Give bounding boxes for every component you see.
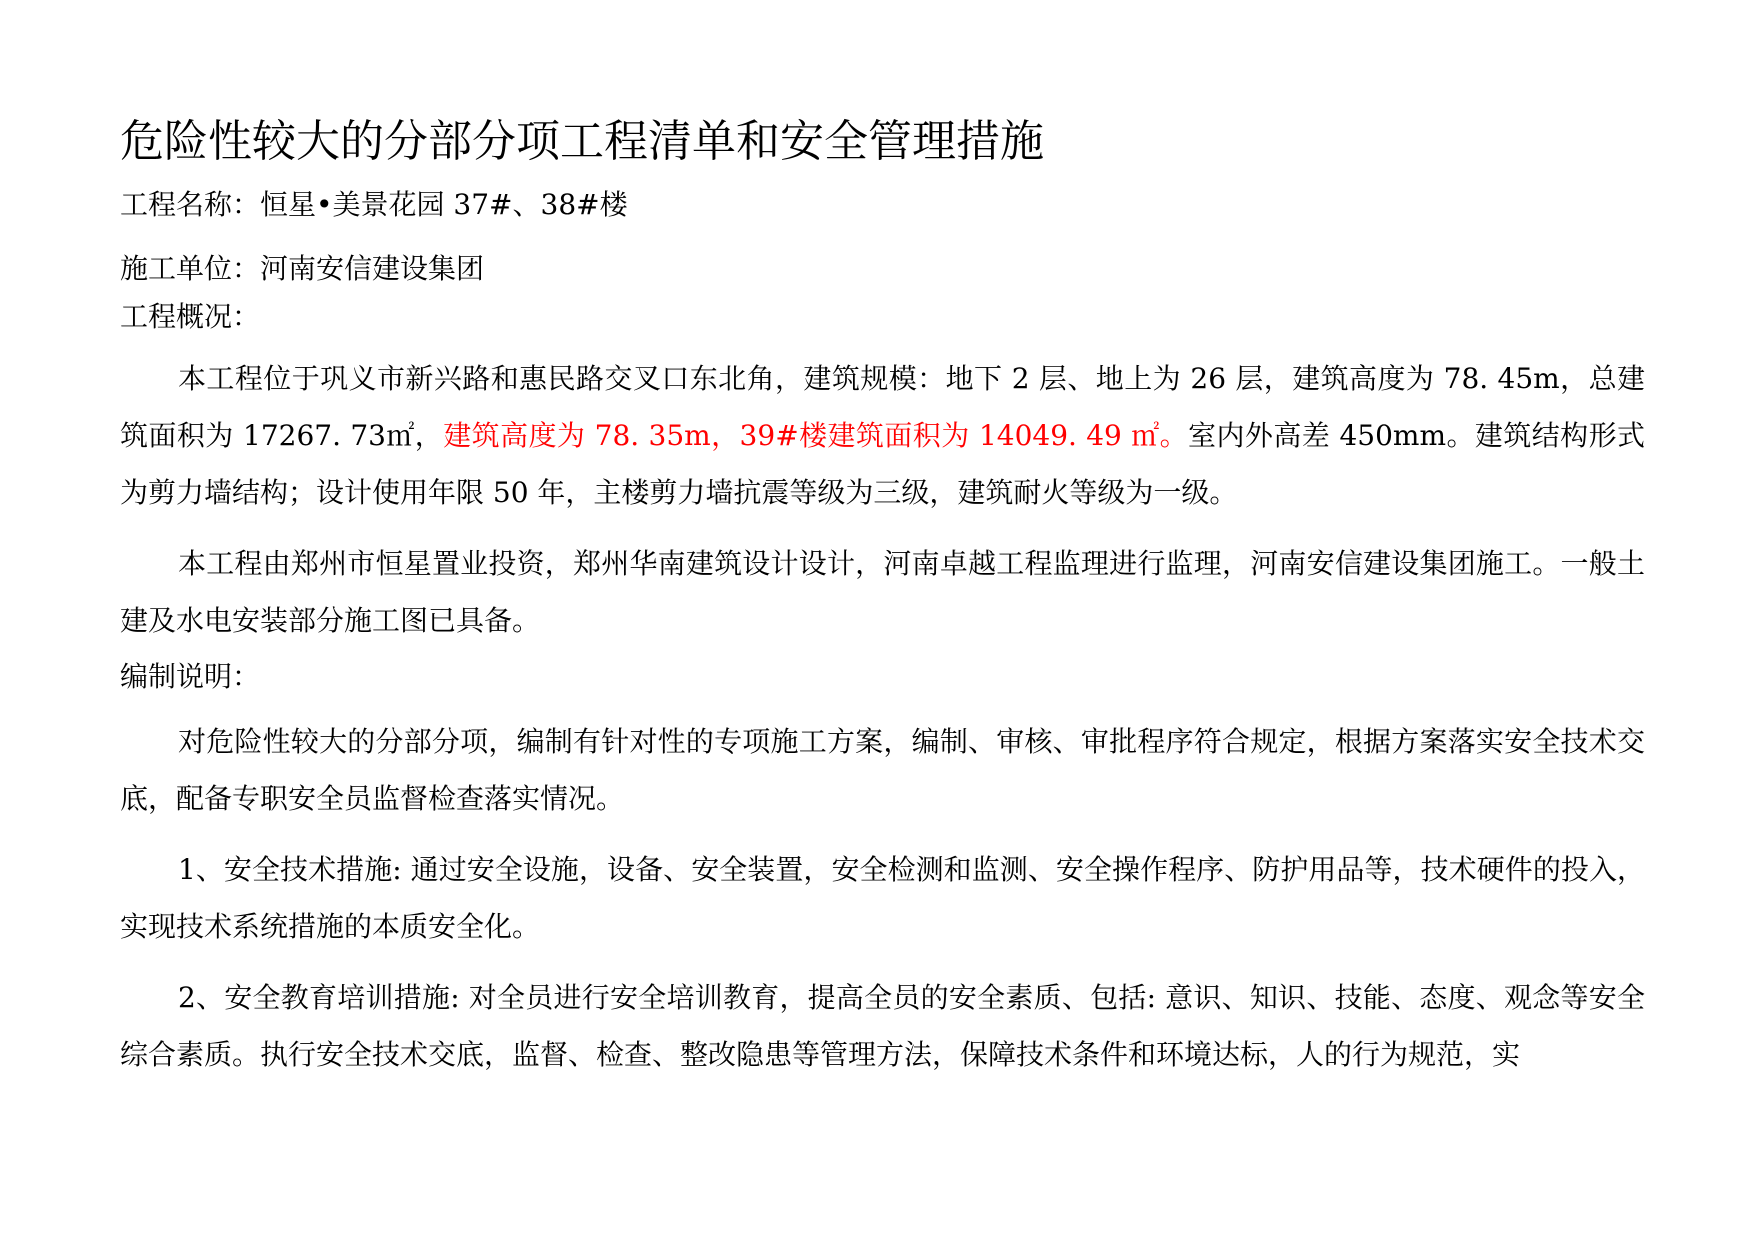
project-name-line: 工程名称：恒星•美景花园 37#、38#楼	[120, 188, 628, 221]
overview-paragraph-1-part-3: 室内外高差 450mm。建筑结构形式为剪力墙结构；设计使用年限 50 年，主楼剪力墙抗震等级为三级，建筑耐火等级为一级。	[120, 419, 1646, 509]
overview-heading: 工程概况：	[120, 300, 261, 333]
safety-technical-measures: 1、安全技术措施: 通过安全设施，设备、安全装置，安全检测和监测、安全操作程序、防护用品等，技术硬件的投入，实现技术系统措施的本质安全化。	[120, 853, 1645, 943]
overview-paragraph-1	[120, 350, 1645, 521]
overview-paragraph-2: 本工程由郑州市恒星置业投资，郑州华南建筑设计设计，河南卓越工程监理进行监理，河南安信建设集团施工。一般土建及水电安装部分施工图已具备。	[120, 547, 1645, 637]
compile-heading: 编制说明：	[120, 660, 261, 693]
safety-training-measures: 2、安全教育培训措施: 对全员进行安全培训教育，提高全员的安全素质、包括: 意识、知识、技能、态度、观念等安全综合素质。执行安全技术交底，监督、检查、整改隐患等管理方法，保障技术条件和环境达标，人的行为规范，实	[120, 981, 1645, 1071]
overview-paragraph-1-highlighted-text: 建筑高度为 78. 35m，39#楼建筑面积为 14049. 49 ㎡。	[443, 419, 1189, 452]
document-title: 危险性较大的分部分项工程清单和安全管理措施	[120, 116, 1044, 167]
document-body	[120, 112, 1645, 1083]
overview-paragraph-1-part-1: 本工程位于巩义市新兴路和惠民路交叉口东北角，建筑规模：地下 2 层、地上为 26 层，建筑高度为 78. 45m，总建筑面积为 17267. 73㎡，	[120, 362, 1645, 452]
compile-paragraph-1: 对危险性较大的分部分项，编制有针对性的专项施工方案，编制、审核、审批程序符合规定，根据方案落实安全技术交底，配备专职安全员监督检查落实情况。	[120, 725, 1645, 815]
contractor-line: 施工单位：河南安信建设集团	[120, 252, 485, 285]
